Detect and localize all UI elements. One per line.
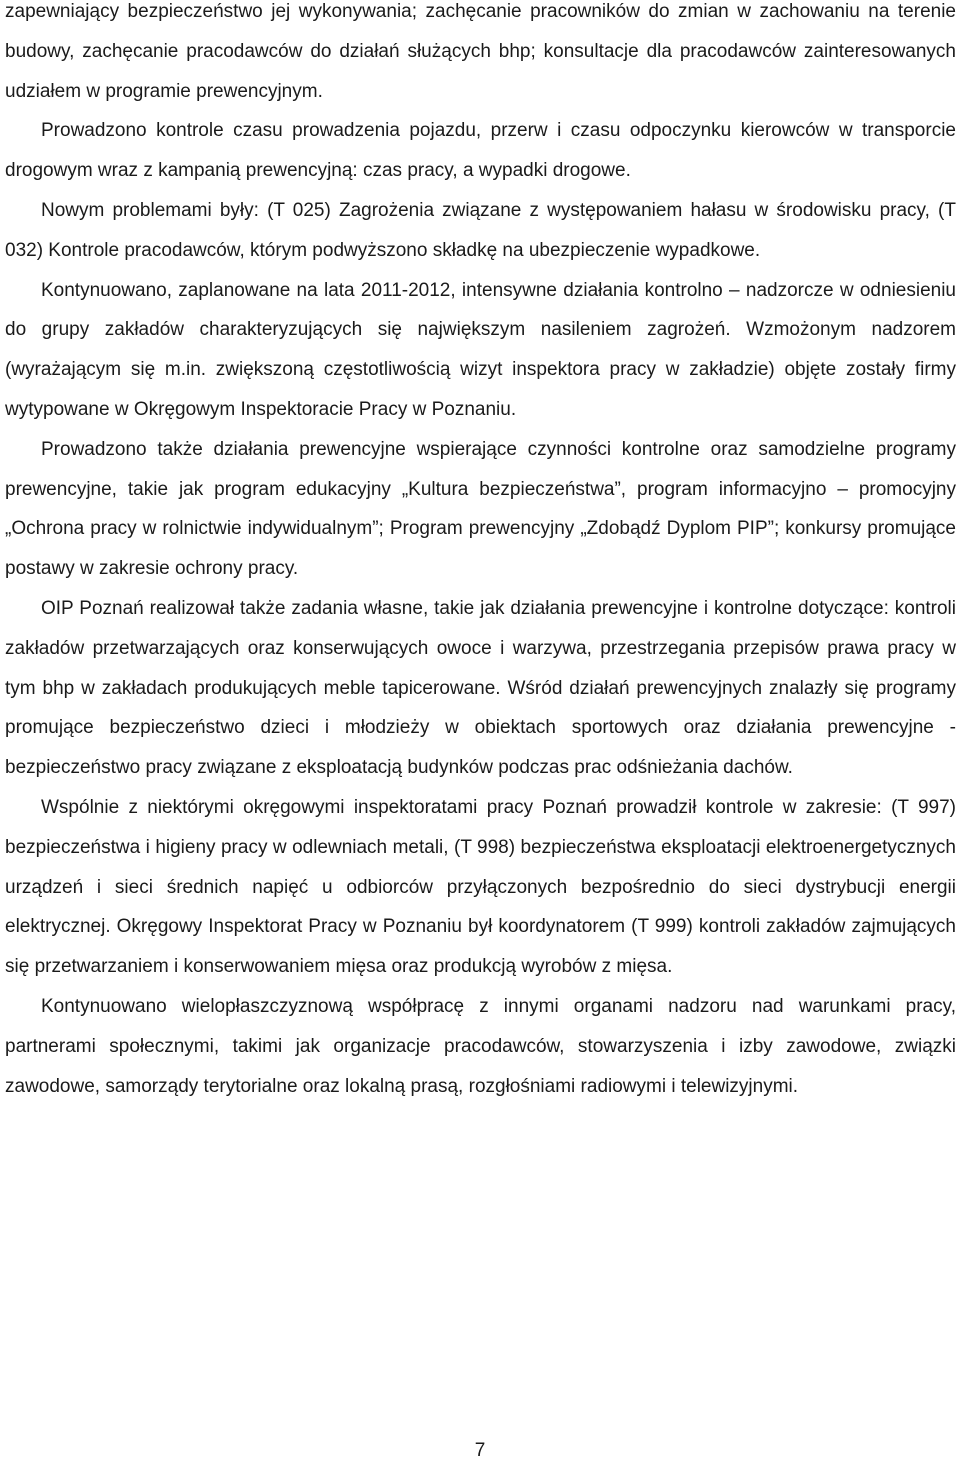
paragraph-2: Prowadzono kontrole czasu prowadzenia pojazdu, przerw i czasu odpoczynku kierowców w transporcie drogowym wraz z kampanią prewencyjną: czas pracy, a wypadki drogowe. [5,120,956,182]
paragraph-4: Kontynuowano, zaplanowane na lata 2011-2012, intensywne działania kontrolno – nadzorcze w odniesieniu do grupy zakładów charakteryzujących się największym nasileniem zagrożeń. Wzmożonym nadzorem (wyrażającym się m.in. zwiększoną częstotliwością wizyt inspektora pracy w zakładzie) objęte zostały firmy wytypowane w Okręgowym Inspektoracie Pracy w Poznaniu. [5,279,956,420]
paragraph-5: Prowadzono także działania prewencyjne wspierające czynności kontrolne oraz samodzielne programy prewencyjne, takie jak program edukacyjny „Kultura bezpieczeństwa”, program informacyjno – promocyjny „Ochrona pracy w rolnictwie indywidualnym”; Program prewencyjny „Zdobądź Dyplom PIP”; konkursy promujące postawy w zakresie ochrony pracy. [5,438,956,580]
paragraph-3: Nowym problemami były: (T 025) Zagrożenia związane z występowaniem hałasu w środowisku pracy, (T 032) Kontrole pracodawców, którym podwyższono składkę na ubezpieczenie wypadkowe. [5,199,956,261]
page-number: 7 [474,1440,486,1461]
paragraph-8: Kontynuowano wielopłaszczyznową współpracę z innymi organami nadzoru nad warunkami pracy, partnerami społecznymi, takimi jak organizacje pracodawców, stowarzyszenia i izby zawodowe, związki zawodowe, samorządy terytorialne oraz lokalną prasą, rozgłośniami radiowymi i telewizyjnymi. [5,995,956,1097]
document-page [5,0,956,1106]
paragraph-7: Wspólnie z niektórymi okręgowymi inspektoratami pracy Poznań prowadził kontrole w zakresie: (T 997) bezpieczeństwa i higieny pracy w odlewniach metali, (T 998) bezpieczeństwa eksploatacji elektroenergetycznych urządzeń i sieci średnich napięć u odbiorców przyłączonych bezpośrednio do sieci dystrybucji energii elektrycznej. Okręgowy Inspektorat Pracy w Poznaniu był koordynatorem (T 999) kontroli zakładów zajmujących się przetwarzaniem i konserwowaniem mięsa oraz produkcją wyrobów z mięsa. [5,796,956,978]
paragraph-6: OIP Poznań realizował także zadania własne, takie jak działania prewencyjne i kontrolne dotyczące: kontroli zakładów przetwarzających oraz konserwujących owoce i warzywa, przestrzegania przepisów prawa pracy w tym bhp w zakładach produkujących meble tapicerowane. Wśród działań prewencyjnych znalazły się programy promujące bezpieczeństwo dzieci i młodzieży w obiektach sportowych oraz działania prewencyjne - bezpieczeństwo pracy związane z eksploatacją budynków podczas prac odśnieżania dachów. [5,597,956,779]
paragraph-1: zapewniający bezpieczeństwo jej wykonywania; zachęcanie pracowników do zmian w zachowaniu na terenie budowy, zachęcanie pracodawców do działań służących bhp; konsultacje dla pracodawców zainteresowanych udziałem w programie prewencyjnym. [5,1,956,102]
